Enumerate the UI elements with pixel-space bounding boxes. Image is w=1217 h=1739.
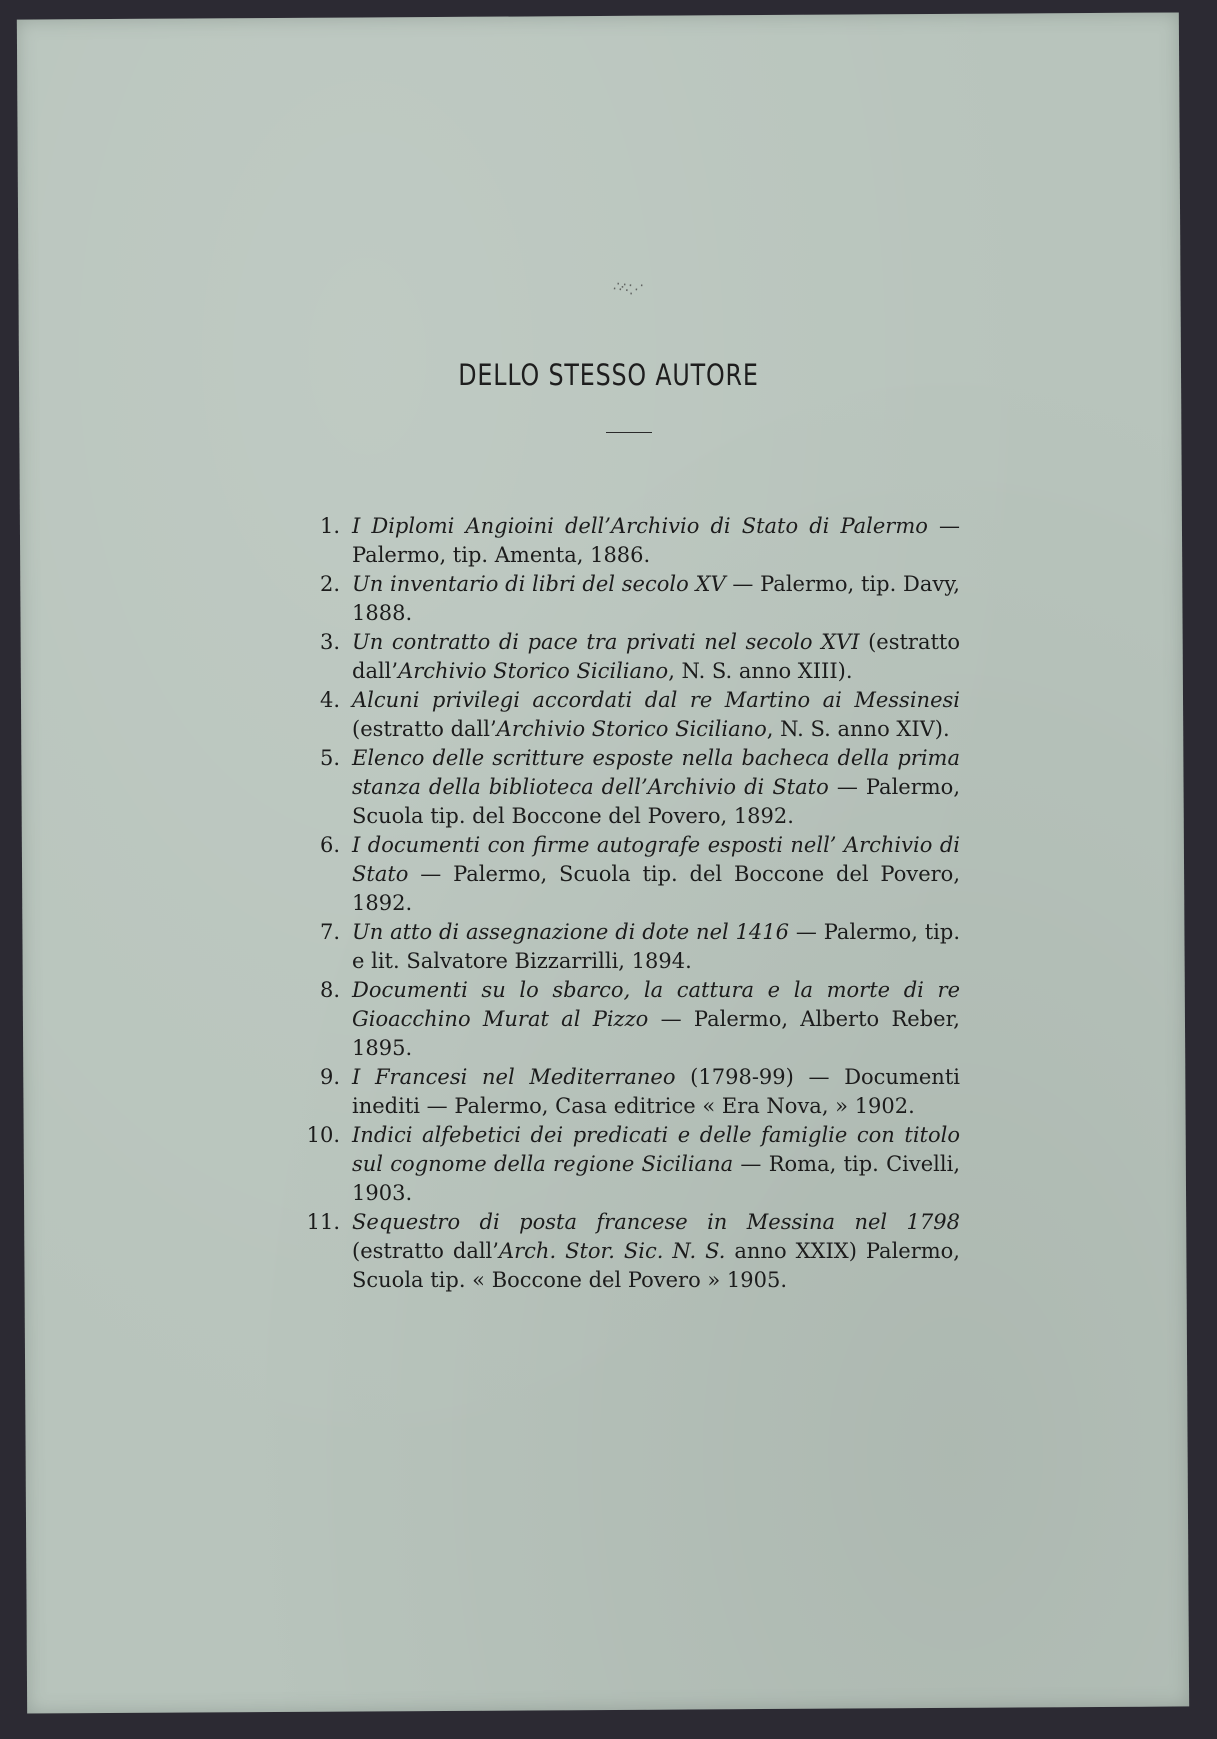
entry-text <box>352 628 960 686</box>
bibliography-entry <box>300 512 960 570</box>
entry-details: , N. S. anno XIII). <box>668 659 853 683</box>
entry-text <box>352 918 960 976</box>
entry-text <box>352 512 960 570</box>
entry-number: 7. <box>319 920 340 944</box>
entry-text <box>352 570 960 628</box>
entry-details: — Palermo, tip. e lit. Salvatore Bizzarrilli, 1894. <box>352 920 960 973</box>
bibliography-entry <box>300 1208 960 1295</box>
page-title: DELLO STESSO AUTORE <box>458 358 759 392</box>
entry-number: 9. <box>319 1065 340 1089</box>
entry-details: — Palermo, tip. Amenta, 1886. <box>352 514 960 567</box>
entry-details: — Palermo, Scuola tip. del Boccone del Povero, 1892. <box>352 862 960 915</box>
entry-title-italic: Archivio Storico Siciliano <box>496 717 767 741</box>
entry-title-italic: Documenti su lo sbarco, la cattura e la morte di re Gioacchino Murat al Pizzo <box>352 978 960 1031</box>
entry-text <box>352 1121 960 1208</box>
entry-text <box>352 686 960 744</box>
bibliography-entry <box>300 831 960 918</box>
entry-number: 5. <box>319 746 340 770</box>
bibliography-entry <box>300 918 960 976</box>
entry-title-italic: Arch. Stor. Sic. N. S. <box>498 1239 726 1263</box>
title-divider <box>606 432 652 433</box>
entry-title-italic: Indici alfebetici dei predicati e delle famiglie con titolo sul cognome della regione Siciliana <box>352 1123 960 1176</box>
entry-details: anno XXIX) Palermo, Scuola tip. « Boccone del Povero » 1905. <box>352 1239 960 1292</box>
entry-number: 1. <box>319 514 340 538</box>
entry-title-italic: I Francesi nel Mediterraneo <box>352 1065 676 1089</box>
entry-text <box>352 831 960 918</box>
entry-details: (estratto dall’ <box>352 717 497 741</box>
entry-number: 3. <box>319 630 340 654</box>
entry-title-italic: Un contratto di pace tra privati nel secolo XVI <box>352 630 860 654</box>
bibliography-list <box>300 512 960 1295</box>
entry-details: — Palermo, Alberto Reber, 1895. <box>352 1007 960 1060</box>
entry-number: 2. <box>319 572 340 596</box>
entry-title-italic: Sequestro di posta francese in Messina nel 1798 <box>352 1210 960 1234</box>
entry-title-italic: Alcuni privilegi accordati dal re Martino ai Messinesi <box>352 688 960 712</box>
entry-title-italic: Elenco delle scritture esposte nella bacheca della prima stanza della biblioteca dell’Archivio di Stato <box>352 746 960 799</box>
bibliography-entry <box>300 744 960 831</box>
entry-details: (estratto dall’ <box>352 630 961 683</box>
bibliography-entry <box>300 976 960 1063</box>
entry-details: , N. S. anno XIV). <box>766 717 950 741</box>
entry-details: — Palermo, tip. Davy, 1888. <box>352 572 960 625</box>
entry-details: — Palermo, Scuola tip. del Boccone del Povero, 1892. <box>352 775 960 828</box>
bibliography-entry <box>300 686 960 744</box>
entry-details: (1798-99) — Documenti inediti — Palermo, Casa editrice « Era Nova, » 1902. <box>352 1065 960 1118</box>
entry-title-italic: I Diplomi Angioini dell’Archivio di Stato di Palermo <box>352 514 928 538</box>
entry-number: 11. <box>306 1210 340 1234</box>
entry-title-italic: Un atto di assegnazione di dote nel 1416 <box>352 920 790 944</box>
entry-number: 6. <box>319 833 340 857</box>
entry-text <box>352 976 960 1063</box>
ink-smudge-icon: ∴·∵⋰ <box>612 278 643 299</box>
entry-details: (estratto dall’ <box>352 1239 499 1263</box>
entry-details: — Roma, tip. Civelli, 1903. <box>352 1152 961 1205</box>
bibliography-entry <box>300 1063 960 1121</box>
entry-title-italic: Un inventario di libri del secolo XV <box>352 572 726 596</box>
entry-number: 4. <box>319 688 340 712</box>
entry-number: 8. <box>319 978 340 1002</box>
entry-text <box>352 1208 960 1295</box>
entry-title-italic: I documenti con firme autografe esposti nell’ Archivio di Stato <box>352 833 960 886</box>
entry-number: 10. <box>306 1123 340 1147</box>
bibliography-entry <box>300 570 960 628</box>
bibliography-entry <box>300 1121 960 1208</box>
entry-title-italic: Archivio Storico Siciliano <box>398 659 669 683</box>
entry-text <box>352 744 960 831</box>
entry-text <box>352 1063 960 1121</box>
bibliography-entry <box>300 628 960 686</box>
